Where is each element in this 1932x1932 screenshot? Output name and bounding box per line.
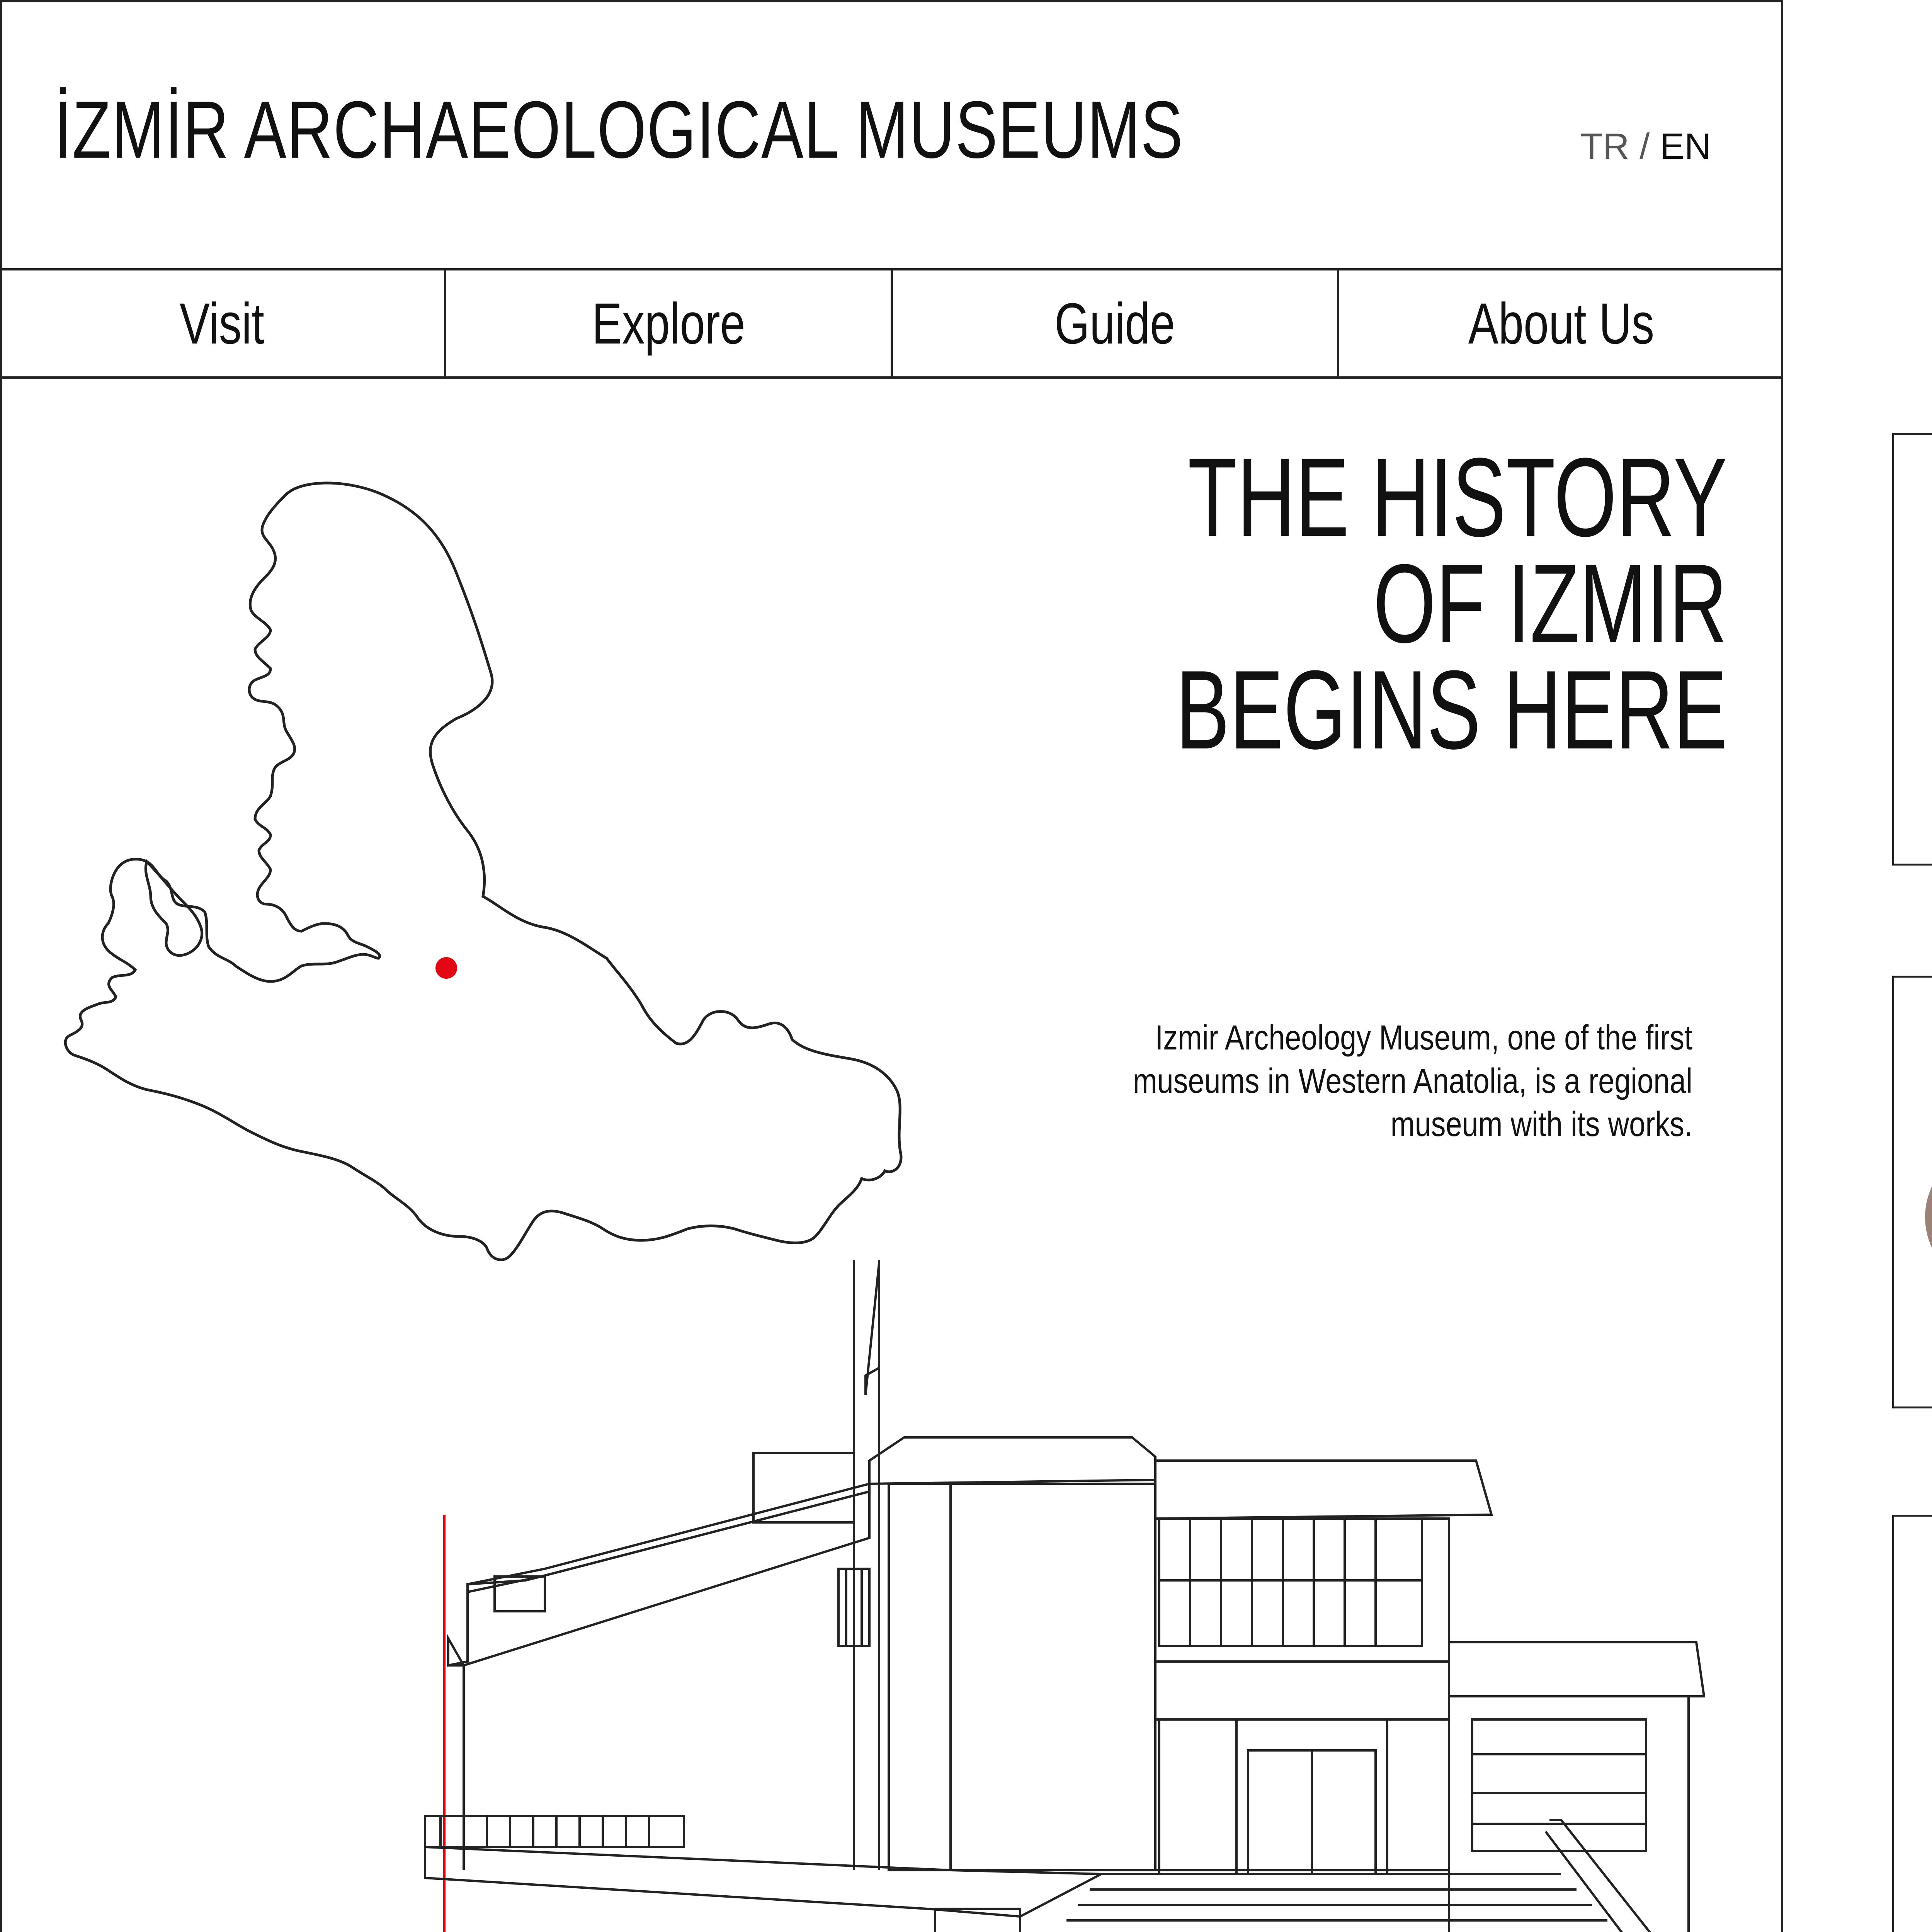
header — [0, 0, 1783, 270]
izmir-map-peninsula — [146, 862, 202, 956]
nav-explore-label: Explore — [592, 291, 745, 356]
hero-title-line-3: BEGINS HERE — [1175, 647, 1727, 772]
lang-separator: / — [1629, 126, 1660, 167]
artifact-card-lebes-gamikos[interactable] — [1892, 1515, 1932, 1932]
izmir-map-illustration — [54, 471, 954, 1271]
artifact-card-lekane[interactable] — [1892, 976, 1932, 1408]
hero-title-line-1: THE HISTORY — [1187, 435, 1727, 560]
nav-guide-label: Guide — [1054, 291, 1175, 356]
lebes-gamikos-image — [1894, 1517, 1932, 1932]
language-switcher — [1580, 126, 1711, 168]
dumbelek-image — [1894, 435, 1932, 867]
izmir-map-outline — [65, 483, 901, 1260]
nav-guide[interactable] — [893, 270, 1339, 376]
main-nav — [0, 270, 1783, 379]
nav-visit-label: Visit — [180, 291, 265, 356]
site-title[interactable]: İZMİR ARCHAEOLOGICAL MUSEUMS — [54, 84, 1184, 175]
hero-description: Izmir Archeology Museum, one of the first museums in Western Anatolia, is a regional museum with its works. — [1133, 1019, 1692, 1144]
hero-title — [1175, 435, 1727, 772]
museum-building-illustration — [417, 1252, 1716, 1932]
hero-title-line-2: OF IZMIR — [1373, 541, 1727, 666]
nav-explore[interactable] — [446, 270, 893, 376]
lekane-image — [1894, 978, 1932, 1410]
lang-tr-link[interactable]: TR — [1580, 126, 1629, 167]
nav-about-us[interactable] — [1339, 270, 1783, 376]
artifact-card-dumbelek[interactable] — [1892, 433, 1932, 866]
izmir-location-marker — [435, 957, 457, 979]
nav-about-us-label: About Us — [1468, 291, 1655, 356]
nav-visit[interactable] — [0, 270, 446, 376]
lang-en-link[interactable]: EN — [1660, 126, 1711, 167]
